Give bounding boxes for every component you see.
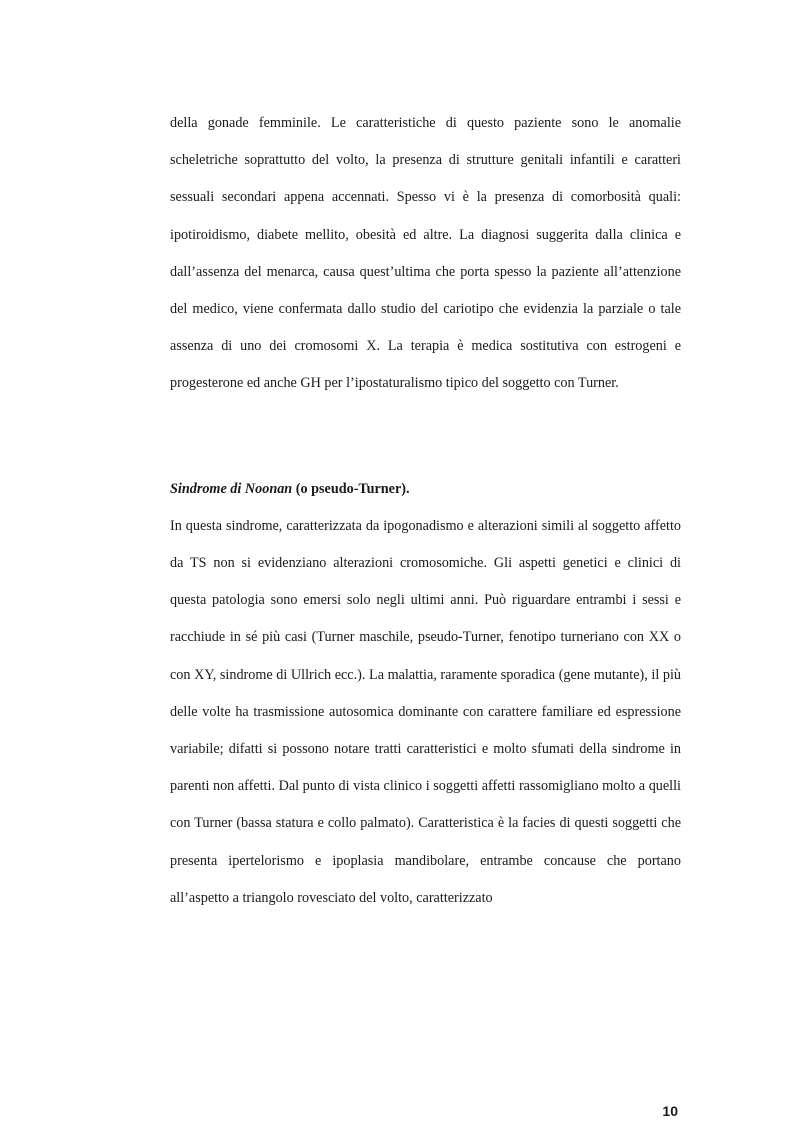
page-number: 10 [662,1103,678,1119]
section-spacer [170,403,681,471]
body-paragraph: della gonade femminile. Le caratteristiche di questo paziente sono le anomalie scheletriche soprattutto del volto, la presenza di strutture genitali infantili e caratteri sessuali secondari appena accennati. Spesso vi è la presenza di comorbosità quali: ipotiroidismo, diabete mellito, obesità ed altre. La diagnosi suggerita dalla clinica e dall’assenza del menarca, causa quest’ultima che porta spesso la paziente all’attenzione del medico, viene confermata dallo studio del cariotipo che evidenzia la parziale o tale assenza di uno dei cromosomi X. La terapia è medica sostitutiva con estrogeni e progesterone ed anche GH per l’ipostaturalismo tipico del soggetto con Turner. [170,115,681,392]
section-heading-rest: (o pseudo-Turner). [292,480,410,497]
section-heading [170,471,681,508]
body-paragraph: In questa sindrome, caratterizzata da ipogonadismo e alterazioni simili al soggetto affetto da TS non si evidenziano alterazioni cromosomiche. Gli aspetti genetici e clinici di questa patologia sono emersi solo negli ultimi anni. Può riguardare entrambi i sessi e racchiude in sé più casi (Turner maschile, pseudo-Turner, fenotipo turneriano con XX o con XY, sindrome di Ullrich ecc.). La malattia, raramente sporadica (gene mutante), il più delle volte ha trasmissione autosomica dominante con carattere familiare ed espressione variabile; difatti si possono notare tratti caratteristici e molto sfumati della sindrome in parenti non affetti. Dal punto di vista clinico i soggetti affetti rassomigliano molto a quelli con Turner (bassa statura e collo palmato). Caratteristica è la facies di questi soggetti che presenta ipertelorismo e ipoplasia mandibolare, entrambe concause che portano all’aspetto a triangolo rovesciato del volto, caratterizzato [170,517,681,906]
section-heading-italic: Sindrome di Noonan [170,480,293,497]
document-page [170,105,681,917]
